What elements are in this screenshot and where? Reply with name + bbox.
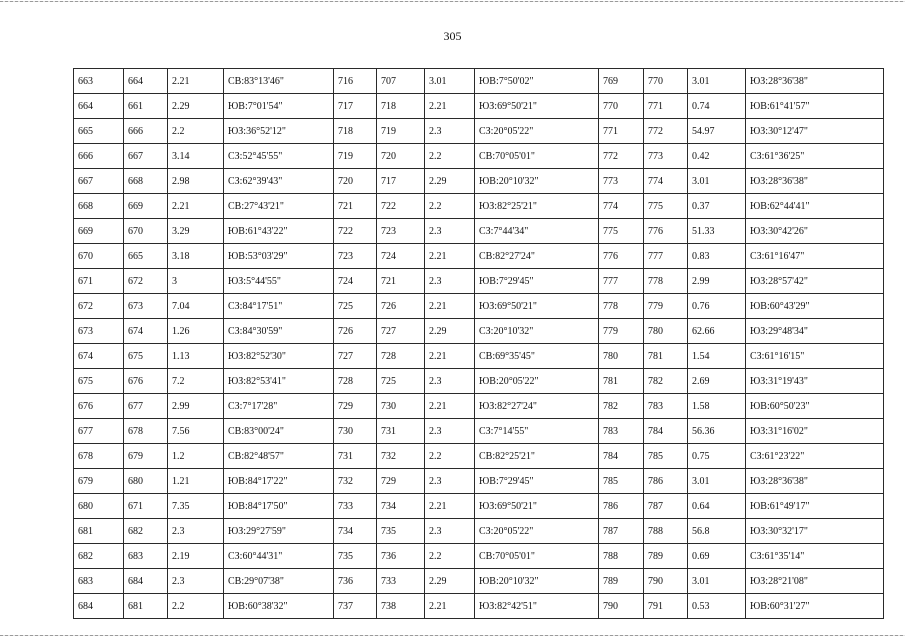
bearing-cell: ЮВ:60°50'23" <box>746 394 884 419</box>
length-cell: 2.3 <box>425 519 475 544</box>
bearing-cell: СЗ:61°36'25" <box>746 144 884 169</box>
to-point-cell: 772 <box>644 119 688 144</box>
table-row <box>74 119 884 144</box>
bearing-cell: ЮЗ:31°16'02" <box>746 419 884 444</box>
table-row <box>74 419 884 444</box>
length-cell: 2.3 <box>425 369 475 394</box>
length-cell: 2.2 <box>168 594 224 619</box>
to-point-cell: 671 <box>124 494 168 519</box>
to-point-cell: 771 <box>644 94 688 119</box>
bearing-cell: ЮВ:20°10'32" <box>475 169 599 194</box>
bearing-cell: ЮВ:84°17'50" <box>224 494 334 519</box>
from-point-cell: 775 <box>599 219 644 244</box>
bearing-cell: ЮЗ:69°50'21" <box>475 294 599 319</box>
to-point-cell: 684 <box>124 569 168 594</box>
bearing-cell: СЗ:61°16'47" <box>746 244 884 269</box>
from-point-cell: 769 <box>599 69 644 94</box>
length-cell: 2.3 <box>168 569 224 594</box>
from-point-cell: 733 <box>334 494 377 519</box>
from-point-cell: 778 <box>599 294 644 319</box>
to-point-cell: 717 <box>377 169 425 194</box>
coordinates-table <box>73 68 884 619</box>
table-body <box>74 69 884 619</box>
to-point-cell: 725 <box>377 369 425 394</box>
table-row <box>74 94 884 119</box>
bearing-cell: СВ:70°05'01" <box>475 544 599 569</box>
from-point-cell: 718 <box>334 119 377 144</box>
to-point-cell: 675 <box>124 344 168 369</box>
length-cell: 1.13 <box>168 344 224 369</box>
length-cell: 0.53 <box>688 594 746 619</box>
length-cell: 2.21 <box>425 394 475 419</box>
to-point-cell: 681 <box>124 594 168 619</box>
length-cell: 0.83 <box>688 244 746 269</box>
length-cell: 3.01 <box>425 69 475 94</box>
bearing-cell: СВ:27°43'21" <box>224 194 334 219</box>
length-cell: 3.01 <box>688 469 746 494</box>
to-point-cell: 774 <box>644 169 688 194</box>
bearing-cell: ЮВ:60°38'32" <box>224 594 334 619</box>
length-cell: 0.37 <box>688 194 746 219</box>
from-point-cell: 717 <box>334 94 377 119</box>
to-point-cell: 782 <box>644 369 688 394</box>
to-point-cell: 784 <box>644 419 688 444</box>
bearing-cell: СВ:82°25'21" <box>475 444 599 469</box>
from-point-cell: 776 <box>599 244 644 269</box>
table-row <box>74 469 884 494</box>
bearing-cell: ЮЗ:82°27'24" <box>475 394 599 419</box>
bearing-cell: СЗ:61°23'22" <box>746 444 884 469</box>
table-row <box>74 294 884 319</box>
length-cell: 2.3 <box>425 219 475 244</box>
from-point-cell: 716 <box>334 69 377 94</box>
to-point-cell: 667 <box>124 144 168 169</box>
from-point-cell: 725 <box>334 294 377 319</box>
table-row <box>74 569 884 594</box>
from-point-cell: 735 <box>334 544 377 569</box>
to-point-cell: 726 <box>377 294 425 319</box>
to-point-cell: 736 <box>377 544 425 569</box>
from-point-cell: 728 <box>334 369 377 394</box>
length-cell: 2.21 <box>168 69 224 94</box>
length-cell: 0.64 <box>688 494 746 519</box>
to-point-cell: 776 <box>644 219 688 244</box>
length-cell: 56.36 <box>688 419 746 444</box>
length-cell: 2.99 <box>168 394 224 419</box>
bearing-cell: ЮЗ:36°52'12" <box>224 119 334 144</box>
bearing-cell: СЗ:60°44'31" <box>224 544 334 569</box>
bearing-cell: СВ:82°48'57" <box>224 444 334 469</box>
length-cell: 2.29 <box>168 94 224 119</box>
to-point-cell: 733 <box>377 569 425 594</box>
from-point-cell: 669 <box>74 219 124 244</box>
length-cell: 3.18 <box>168 244 224 269</box>
bearing-cell: СВ:69°35'45" <box>475 344 599 369</box>
to-point-cell: 775 <box>644 194 688 219</box>
from-point-cell: 675 <box>74 369 124 394</box>
bearing-cell: ЮЗ:31°19'43" <box>746 369 884 394</box>
bearing-cell: ЮВ:7°50'02" <box>475 69 599 94</box>
bearing-cell: СЗ:84°17'51" <box>224 294 334 319</box>
to-point-cell: 680 <box>124 469 168 494</box>
bearing-cell: ЮЗ:29°27'59" <box>224 519 334 544</box>
bearing-cell: СЗ:7°44'34" <box>475 219 599 244</box>
from-point-cell: 663 <box>74 69 124 94</box>
scan-top-edge <box>0 1 905 2</box>
bearing-cell: ЮЗ:82°52'30" <box>224 344 334 369</box>
table-row <box>74 344 884 369</box>
length-cell: 2.21 <box>425 244 475 269</box>
to-point-cell: 791 <box>644 594 688 619</box>
length-cell: 2.3 <box>425 119 475 144</box>
from-point-cell: 673 <box>74 319 124 344</box>
bearing-cell: ЮЗ:28°36'38" <box>746 469 884 494</box>
bearing-cell: СЗ:7°17'28" <box>224 394 334 419</box>
to-point-cell: 786 <box>644 469 688 494</box>
to-point-cell: 788 <box>644 519 688 544</box>
to-point-cell: 732 <box>377 444 425 469</box>
to-point-cell: 670 <box>124 219 168 244</box>
from-point-cell: 683 <box>74 569 124 594</box>
to-point-cell: 773 <box>644 144 688 169</box>
to-point-cell: 668 <box>124 169 168 194</box>
length-cell: 2.2 <box>425 144 475 169</box>
from-point-cell: 729 <box>334 394 377 419</box>
length-cell: 3.01 <box>688 569 746 594</box>
to-point-cell: 672 <box>124 269 168 294</box>
length-cell: 2.29 <box>425 169 475 194</box>
length-cell: 2.21 <box>425 494 475 519</box>
to-point-cell: 721 <box>377 269 425 294</box>
to-point-cell: 777 <box>644 244 688 269</box>
from-point-cell: 779 <box>599 319 644 344</box>
bearing-cell: ЮЗ:28°21'08" <box>746 569 884 594</box>
bearing-cell: ЮЗ:82°42'51" <box>475 594 599 619</box>
to-point-cell: 682 <box>124 519 168 544</box>
from-point-cell: 785 <box>599 469 644 494</box>
to-point-cell: 661 <box>124 94 168 119</box>
from-point-cell: 720 <box>334 169 377 194</box>
from-point-cell: 783 <box>599 419 644 444</box>
length-cell: 2.99 <box>688 269 746 294</box>
bearing-cell: ЮВ:7°29'45" <box>475 469 599 494</box>
from-point-cell: 790 <box>599 594 644 619</box>
bearing-cell: ЮВ:60°31'27" <box>746 594 884 619</box>
to-point-cell: 678 <box>124 419 168 444</box>
bearing-cell: СВ:83°00'24" <box>224 419 334 444</box>
bearing-cell: ЮЗ:69°50'21" <box>475 94 599 119</box>
length-cell: 0.76 <box>688 294 746 319</box>
from-point-cell: 777 <box>599 269 644 294</box>
bearing-cell: СЗ:61°16'15" <box>746 344 884 369</box>
to-point-cell: 718 <box>377 94 425 119</box>
table-row <box>74 519 884 544</box>
length-cell: 2.2 <box>425 444 475 469</box>
from-point-cell: 772 <box>599 144 644 169</box>
to-point-cell: 679 <box>124 444 168 469</box>
to-point-cell: 781 <box>644 344 688 369</box>
length-cell: 2.2 <box>168 119 224 144</box>
bearing-cell: ЮЗ:69°50'21" <box>475 494 599 519</box>
bearing-cell: ЮВ:61°41'57" <box>746 94 884 119</box>
to-point-cell: 666 <box>124 119 168 144</box>
length-cell: 2.19 <box>168 544 224 569</box>
table-row <box>74 394 884 419</box>
length-cell: 7.35 <box>168 494 224 519</box>
from-point-cell: 773 <box>599 169 644 194</box>
to-point-cell: 738 <box>377 594 425 619</box>
bearing-cell: ЮВ:62°44'41" <box>746 194 884 219</box>
to-point-cell: 727 <box>377 319 425 344</box>
to-point-cell: 790 <box>644 569 688 594</box>
length-cell: 1.26 <box>168 319 224 344</box>
to-point-cell: 731 <box>377 419 425 444</box>
page-number: 305 <box>443 29 462 43</box>
from-point-cell: 672 <box>74 294 124 319</box>
bearing-cell: ЮЗ:28°57'42" <box>746 269 884 294</box>
length-cell: 1.2 <box>168 444 224 469</box>
to-point-cell: 779 <box>644 294 688 319</box>
bearing-cell: СВ:83°13'46" <box>224 69 334 94</box>
table-row <box>74 69 884 94</box>
table-row <box>74 369 884 394</box>
to-point-cell: 674 <box>124 319 168 344</box>
to-point-cell: 787 <box>644 494 688 519</box>
table-row <box>74 319 884 344</box>
length-cell: 3 <box>168 269 224 294</box>
to-point-cell: 722 <box>377 194 425 219</box>
to-point-cell: 683 <box>124 544 168 569</box>
bearing-cell: ЮЗ:82°53'41" <box>224 369 334 394</box>
bearing-cell: ЮЗ:30°32'17" <box>746 519 884 544</box>
length-cell: 1.21 <box>168 469 224 494</box>
from-point-cell: 789 <box>599 569 644 594</box>
bearing-cell: СЗ:52°45'55" <box>224 144 334 169</box>
from-point-cell: 680 <box>74 494 124 519</box>
from-point-cell: 732 <box>334 469 377 494</box>
bearing-cell: СЗ:20°05'22" <box>475 519 599 544</box>
from-point-cell: 787 <box>599 519 644 544</box>
table-row <box>74 269 884 294</box>
table-row <box>74 594 884 619</box>
from-point-cell: 722 <box>334 219 377 244</box>
length-cell: 7.2 <box>168 369 224 394</box>
bearing-cell: ЮЗ:29°48'34" <box>746 319 884 344</box>
from-point-cell: 734 <box>334 519 377 544</box>
to-point-cell: 724 <box>377 244 425 269</box>
bearing-cell: ЮВ:61°49'17" <box>746 494 884 519</box>
length-cell: 3.14 <box>168 144 224 169</box>
to-point-cell: 770 <box>644 69 688 94</box>
bearing-cell: СЗ:7°14'55" <box>475 419 599 444</box>
length-cell: 1.58 <box>688 394 746 419</box>
from-point-cell: 774 <box>599 194 644 219</box>
to-point-cell: 789 <box>644 544 688 569</box>
from-point-cell: 736 <box>334 569 377 594</box>
length-cell: 2.3 <box>168 519 224 544</box>
from-point-cell: 666 <box>74 144 124 169</box>
to-point-cell: 734 <box>377 494 425 519</box>
bearing-cell: СВ:70°05'01" <box>475 144 599 169</box>
length-cell: 2.69 <box>688 369 746 394</box>
from-point-cell: 727 <box>334 344 377 369</box>
from-point-cell: 664 <box>74 94 124 119</box>
to-point-cell: 783 <box>644 394 688 419</box>
length-cell: 2.21 <box>425 94 475 119</box>
to-point-cell: 676 <box>124 369 168 394</box>
length-cell: 2.3 <box>425 419 475 444</box>
from-point-cell: 788 <box>599 544 644 569</box>
to-point-cell: 778 <box>644 269 688 294</box>
bearing-cell: СВ:82°27'24" <box>475 244 599 269</box>
to-point-cell: 735 <box>377 519 425 544</box>
to-point-cell: 665 <box>124 244 168 269</box>
from-point-cell: 677 <box>74 419 124 444</box>
bearing-cell: ЮЗ:82°25'21" <box>475 194 599 219</box>
bearing-cell: СВ:29°07'38" <box>224 569 334 594</box>
from-point-cell: 719 <box>334 144 377 169</box>
from-point-cell: 682 <box>74 544 124 569</box>
bearing-cell: ЮЗ:28°36'38" <box>746 69 884 94</box>
length-cell: 1.54 <box>688 344 746 369</box>
to-point-cell: 729 <box>377 469 425 494</box>
to-point-cell: 780 <box>644 319 688 344</box>
table-row <box>74 144 884 169</box>
length-cell: 0.42 <box>688 144 746 169</box>
bearing-cell: СЗ:20°10'32" <box>475 319 599 344</box>
length-cell: 56.8 <box>688 519 746 544</box>
bearing-cell: ЮЗ:5°44'55" <box>224 269 334 294</box>
table-row <box>74 194 884 219</box>
from-point-cell: 665 <box>74 119 124 144</box>
bearing-cell: ЮЗ:28°36'38" <box>746 169 884 194</box>
from-point-cell: 770 <box>599 94 644 119</box>
from-point-cell: 684 <box>74 594 124 619</box>
scan-bottom-edge <box>0 635 905 636</box>
length-cell: 3.29 <box>168 219 224 244</box>
from-point-cell: 731 <box>334 444 377 469</box>
table-row <box>74 169 884 194</box>
to-point-cell: 677 <box>124 394 168 419</box>
from-point-cell: 674 <box>74 344 124 369</box>
bearing-cell: СЗ:62°39'43" <box>224 169 334 194</box>
to-point-cell: 664 <box>124 69 168 94</box>
from-point-cell: 671 <box>74 269 124 294</box>
from-point-cell: 726 <box>334 319 377 344</box>
to-point-cell: 730 <box>377 394 425 419</box>
length-cell: 3.01 <box>688 69 746 94</box>
length-cell: 2.3 <box>425 269 475 294</box>
length-cell: 7.04 <box>168 294 224 319</box>
bearing-cell: СЗ:61°35'14" <box>746 544 884 569</box>
from-point-cell: 681 <box>74 519 124 544</box>
from-point-cell: 676 <box>74 394 124 419</box>
from-point-cell: 780 <box>599 344 644 369</box>
length-cell: 2.2 <box>425 544 475 569</box>
to-point-cell: 707 <box>377 69 425 94</box>
from-point-cell: 737 <box>334 594 377 619</box>
length-cell: 2.98 <box>168 169 224 194</box>
to-point-cell: 728 <box>377 344 425 369</box>
from-point-cell: 678 <box>74 444 124 469</box>
to-point-cell: 669 <box>124 194 168 219</box>
bearing-cell: ЮВ:84°17'22" <box>224 469 334 494</box>
length-cell: 2.21 <box>168 194 224 219</box>
length-cell: 2.2 <box>425 194 475 219</box>
to-point-cell: 720 <box>377 144 425 169</box>
bearing-cell: ЮВ:20°10'32" <box>475 569 599 594</box>
table-row <box>74 444 884 469</box>
table-row <box>74 244 884 269</box>
length-cell: 0.74 <box>688 94 746 119</box>
table-row <box>74 544 884 569</box>
length-cell: 54.97 <box>688 119 746 144</box>
to-point-cell: 723 <box>377 219 425 244</box>
bearing-cell: СЗ:20°05'22" <box>475 119 599 144</box>
from-point-cell: 668 <box>74 194 124 219</box>
bearing-cell: ЮЗ:30°12'47" <box>746 119 884 144</box>
from-point-cell: 771 <box>599 119 644 144</box>
length-cell: 2.3 <box>425 469 475 494</box>
from-point-cell: 730 <box>334 419 377 444</box>
from-point-cell: 667 <box>74 169 124 194</box>
length-cell: 2.21 <box>425 344 475 369</box>
to-point-cell: 785 <box>644 444 688 469</box>
length-cell: 2.21 <box>425 294 475 319</box>
from-point-cell: 721 <box>334 194 377 219</box>
length-cell: 2.21 <box>425 594 475 619</box>
from-point-cell: 723 <box>334 244 377 269</box>
length-cell: 2.29 <box>425 569 475 594</box>
from-point-cell: 784 <box>599 444 644 469</box>
bearing-cell: ЮЗ:30°42'26" <box>746 219 884 244</box>
length-cell: 0.75 <box>688 444 746 469</box>
from-point-cell: 782 <box>599 394 644 419</box>
bearing-cell: ЮВ:7°01'54" <box>224 94 334 119</box>
from-point-cell: 724 <box>334 269 377 294</box>
table-row <box>74 494 884 519</box>
length-cell: 0.69 <box>688 544 746 569</box>
length-cell: 51.33 <box>688 219 746 244</box>
table-row <box>74 219 884 244</box>
length-cell: 3.01 <box>688 169 746 194</box>
from-point-cell: 670 <box>74 244 124 269</box>
bearing-cell: ЮВ:53°03'29" <box>224 244 334 269</box>
from-point-cell: 781 <box>599 369 644 394</box>
to-point-cell: 719 <box>377 119 425 144</box>
bearing-cell: ЮВ:7°29'45" <box>475 269 599 294</box>
bearing-cell: ЮВ:60°43'29" <box>746 294 884 319</box>
from-point-cell: 786 <box>599 494 644 519</box>
length-cell: 62.66 <box>688 319 746 344</box>
bearing-cell: СЗ:84°30'59" <box>224 319 334 344</box>
bearing-cell: ЮВ:20°05'22" <box>475 369 599 394</box>
length-cell: 2.29 <box>425 319 475 344</box>
to-point-cell: 673 <box>124 294 168 319</box>
length-cell: 7.56 <box>168 419 224 444</box>
from-point-cell: 679 <box>74 469 124 494</box>
bearing-cell: ЮВ:61°43'22" <box>224 219 334 244</box>
